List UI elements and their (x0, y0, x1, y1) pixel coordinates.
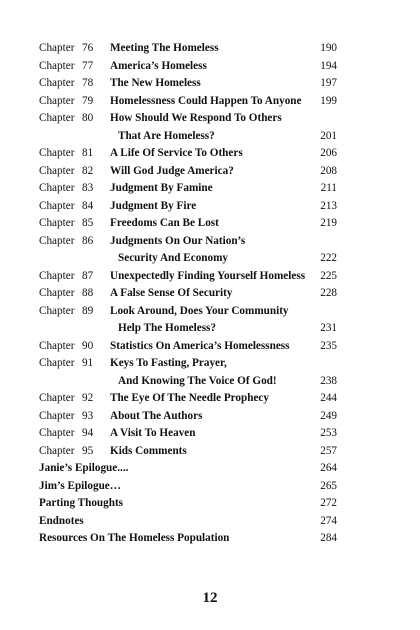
chapter-title: Judgment By Famine (110, 182, 213, 194)
chapter-number: 87 (82, 269, 94, 282)
table-of-contents (39, 40, 339, 548)
page-ref: 265 (320, 479, 337, 492)
page-ref: 219 (320, 217, 337, 229)
chapter-title: America’s Homeless (110, 59, 207, 72)
toc-extra-row (39, 530, 339, 548)
page-ref: 199 (320, 94, 337, 107)
chapter-number: 81 (82, 147, 94, 159)
chapter-label: Chapter (39, 217, 75, 229)
chapter-number: 88 (82, 287, 94, 299)
page-ref: 201 (320, 129, 337, 142)
page-ref: 190 (320, 42, 337, 54)
chapter-number: 86 (82, 234, 94, 247)
chapter-number: 95 (82, 444, 94, 457)
toc-entry-row (39, 303, 339, 321)
chapter-label: Chapter (39, 287, 75, 299)
chapter-title: A Visit To Heaven (110, 427, 196, 439)
chapter-label: Chapter (39, 199, 75, 212)
toc-entry-row (39, 145, 339, 163)
chapter-title: Unexpectedly Finding Yourself Homeless (110, 269, 306, 282)
section-title: Endnotes (39, 514, 84, 527)
page-ref: 194 (320, 59, 337, 72)
chapter-label: Chapter (39, 304, 75, 317)
chapter-title: The Eye Of The Needle Prophecy (110, 392, 269, 404)
chapter-title: That Are Homeless? (118, 129, 215, 142)
chapter-number: 93 (82, 409, 94, 422)
chapter-title: Statistics On America’s Homelessness (110, 339, 290, 352)
chapter-number: 80 (82, 112, 94, 124)
chapter-number: 89 (82, 304, 94, 317)
chapter-label: Chapter (39, 427, 75, 439)
toc-entry-row (39, 233, 339, 251)
section-title: Resources On The Homeless Population (39, 532, 230, 544)
chapter-title: Kids Comments (110, 444, 187, 457)
toc-entry-row (39, 128, 339, 146)
page-ref: 257 (320, 444, 337, 457)
page-ref: 211 (320, 182, 337, 194)
toc-entry-row (39, 408, 339, 426)
chapter-number: 78 (82, 77, 94, 89)
toc-entry-row (39, 320, 339, 338)
page-ref: 272 (320, 497, 337, 509)
page-ref: 213 (320, 199, 337, 212)
chapter-title: How Should We Respond To Others (110, 112, 282, 124)
toc-entry-row (39, 93, 339, 111)
page-ref: 206 (320, 147, 337, 159)
chapter-number: 92 (82, 392, 94, 404)
chapter-number: 77 (82, 59, 94, 72)
chapter-title: Freedoms Can Be Lost (110, 217, 219, 229)
page-ref: 249 (320, 409, 337, 422)
chapter-title: Security And Economy (118, 252, 229, 264)
chapter-label: Chapter (39, 182, 75, 194)
toc-entry-row (39, 75, 339, 93)
chapter-number: 83 (82, 182, 94, 194)
toc-entry-row (39, 40, 339, 58)
section-title: Parting Thoughts (39, 497, 124, 509)
chapter-title: Help The Homeless? (118, 322, 216, 334)
toc-extra-row (39, 460, 339, 478)
chapter-label: Chapter (39, 94, 75, 107)
toc-entry-row (39, 58, 339, 76)
chapter-number: 76 (82, 42, 94, 54)
chapter-label: Chapter (39, 444, 75, 457)
toc-entry-row (39, 163, 339, 181)
chapter-label: Chapter (39, 234, 75, 247)
toc-entry-row (39, 198, 339, 216)
toc-entry-row (39, 355, 339, 373)
toc-extra-row (39, 495, 339, 513)
toc-entry-row (39, 373, 339, 391)
page-ref: 274 (320, 514, 337, 527)
page-ref: 264 (320, 462, 337, 474)
page-number: 12 (202, 590, 218, 606)
chapter-number: 94 (82, 427, 94, 439)
page-ref: 225 (320, 269, 337, 282)
chapter-label: Chapter (39, 77, 75, 89)
chapter-number: 85 (82, 217, 94, 229)
toc-entry-row (39, 443, 339, 461)
toc-extra-row (39, 513, 339, 531)
chapter-label: Chapter (39, 269, 75, 282)
chapter-title: A Life Of Service To Others (110, 147, 243, 159)
chapter-title: Homelessness Could Happen To Anyone (110, 94, 302, 107)
page-ref: 231 (320, 322, 337, 334)
chapter-title: Look Around, Does Your Community (110, 304, 289, 317)
toc-entry-row (39, 390, 339, 408)
page-ref: 253 (320, 427, 337, 439)
page-ref: 238 (320, 374, 337, 387)
page-ref: 208 (320, 164, 337, 177)
chapter-title: Meeting The Homeless (110, 42, 219, 54)
chapter-label: Chapter (39, 339, 75, 352)
chapter-title: And Knowing The Voice Of God! (118, 374, 277, 387)
toc-entry-row (39, 425, 339, 443)
chapter-label: Chapter (39, 59, 75, 72)
toc-entry-row (39, 180, 339, 198)
chapter-title: A False Sense Of Security (110, 287, 233, 299)
chapter-label: Chapter (39, 164, 75, 177)
toc-entry-row (39, 285, 339, 303)
chapter-title: Judgment By Fire (110, 199, 197, 212)
section-title: Janie’s Epilogue.... (39, 462, 129, 474)
toc-entry-row (39, 268, 339, 286)
chapter-title: Keys To Fasting, Prayer, (110, 357, 227, 369)
chapter-label: Chapter (39, 112, 75, 124)
chapter-title: About The Authors (110, 409, 203, 422)
toc-entry-row (39, 215, 339, 233)
page-ref: 244 (320, 392, 337, 404)
toc-entry-row (39, 250, 339, 268)
chapter-number: 82 (82, 164, 94, 177)
page-ref: 284 (320, 532, 337, 544)
chapter-title: Will God Judge America? (110, 164, 234, 177)
section-title: Jim’s Epilogue… (39, 479, 121, 492)
page-ref: 228 (320, 287, 337, 299)
chapter-label: Chapter (39, 42, 75, 54)
chapter-label: Chapter (39, 392, 75, 404)
chapter-title: The New Homeless (110, 77, 201, 89)
chapter-label: Chapter (39, 147, 75, 159)
chapter-title: Judgments On Our Nation’s (110, 234, 246, 247)
toc-extra-row (39, 478, 339, 496)
page-ref: 222 (320, 252, 337, 264)
toc-entry-row (39, 338, 339, 356)
page-ref: 197 (320, 77, 337, 89)
chapter-number: 84 (82, 199, 94, 212)
chapter-number: 91 (82, 357, 94, 369)
chapter-number: 79 (82, 94, 94, 107)
chapter-label: Chapter (39, 357, 75, 369)
toc-entry-row (39, 110, 339, 128)
chapter-number: 90 (82, 339, 94, 352)
chapter-label: Chapter (39, 409, 75, 422)
page-ref: 235 (320, 339, 337, 352)
